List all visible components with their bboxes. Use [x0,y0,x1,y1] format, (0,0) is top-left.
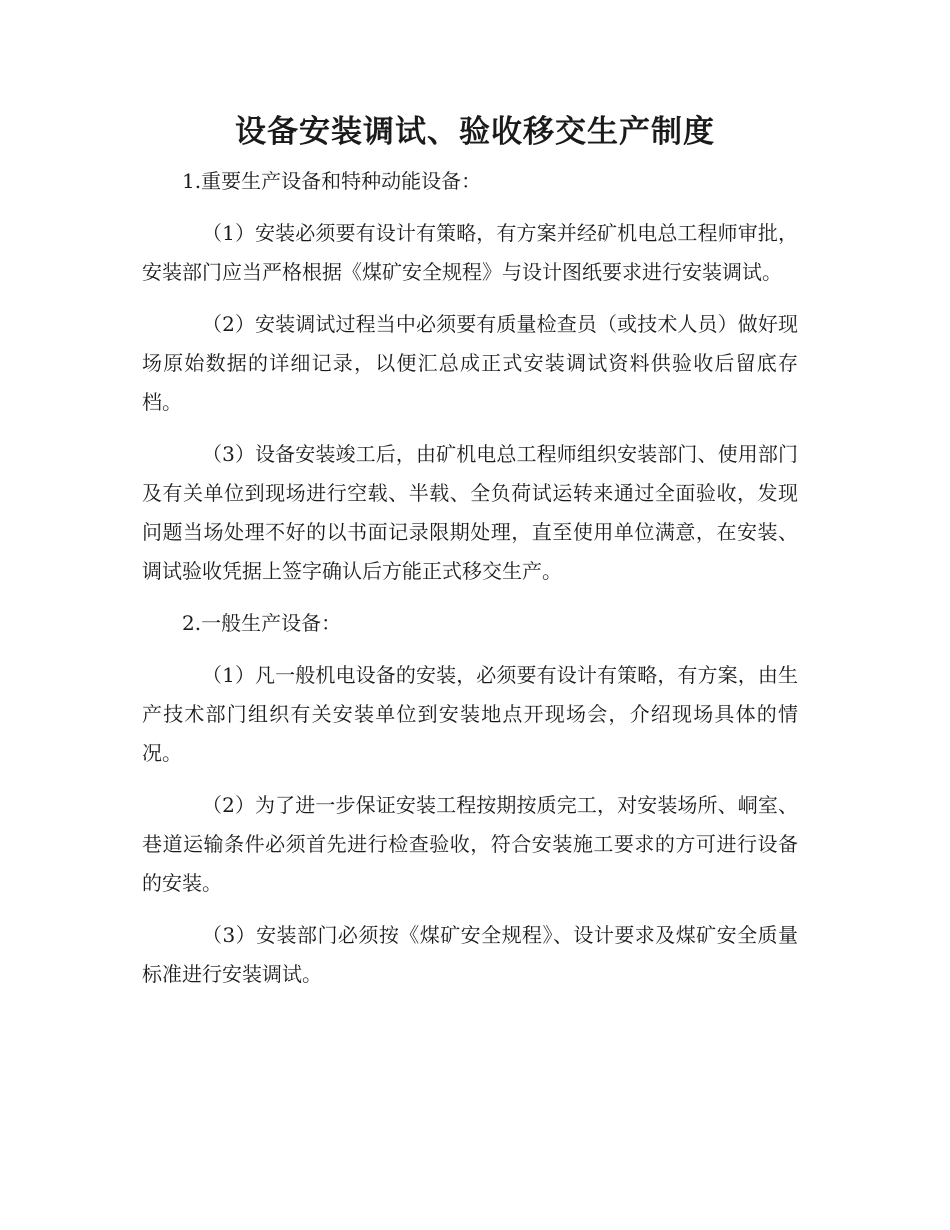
section-heading-1: 1.重要生产设备和特种动能设备： [182,169,482,193]
paragraph-1-3: （3）设备安装竣工后，由矿机电总工程师组织安装部门、使用部门及有关单位到现场进行空载、半载、全负荷试运转来通过全面验收，发现问题当场处理不好的以书面记录限期处理，直至使用单位满意，在安装、调试验收凭据上签字确认后方能正式移交生产。 [142,442,798,583]
paragraph-1-1: （1）安装必须要有设计有策略，有方案并经矿机电总工程师审批，安装部门应当严格根据《煤矿安全规程》与设计图纸要求进行安装调试。 [142,221,798,284]
section-heading-2: 2.一般生产设备： [182,611,342,635]
document-body [142,162,798,1007]
document-title: 设备安装调试、验收移交生产制度 [235,114,715,150]
paragraph-2-2: （2）为了进一步保证安装工程按期按质完工，对安装场所、峒室、巷道运输条件必须首先进行检查验收，符合安装施工要求的方可进行设备的安装。 [142,793,798,895]
paragraph-2-1: （1）凡一般机电设备的安装，必须要有设计有策略，有方案，由生产技术部门组织有关安装单位到安装地点开现场会，介绍现场具体的情况。 [142,663,798,765]
paragraph-2-3: （3）安装部门必须按《煤矿安全规程》、设计要求及煤矿安全质量标准进行安装调试。 [142,923,798,986]
paragraph-1-2: （2）安装调试过程当中必须要有质量检查员（或技术人员）做好现场原始数据的详细记录，以便汇总成正式安装调试资料供验收后留底存档。 [142,312,798,414]
